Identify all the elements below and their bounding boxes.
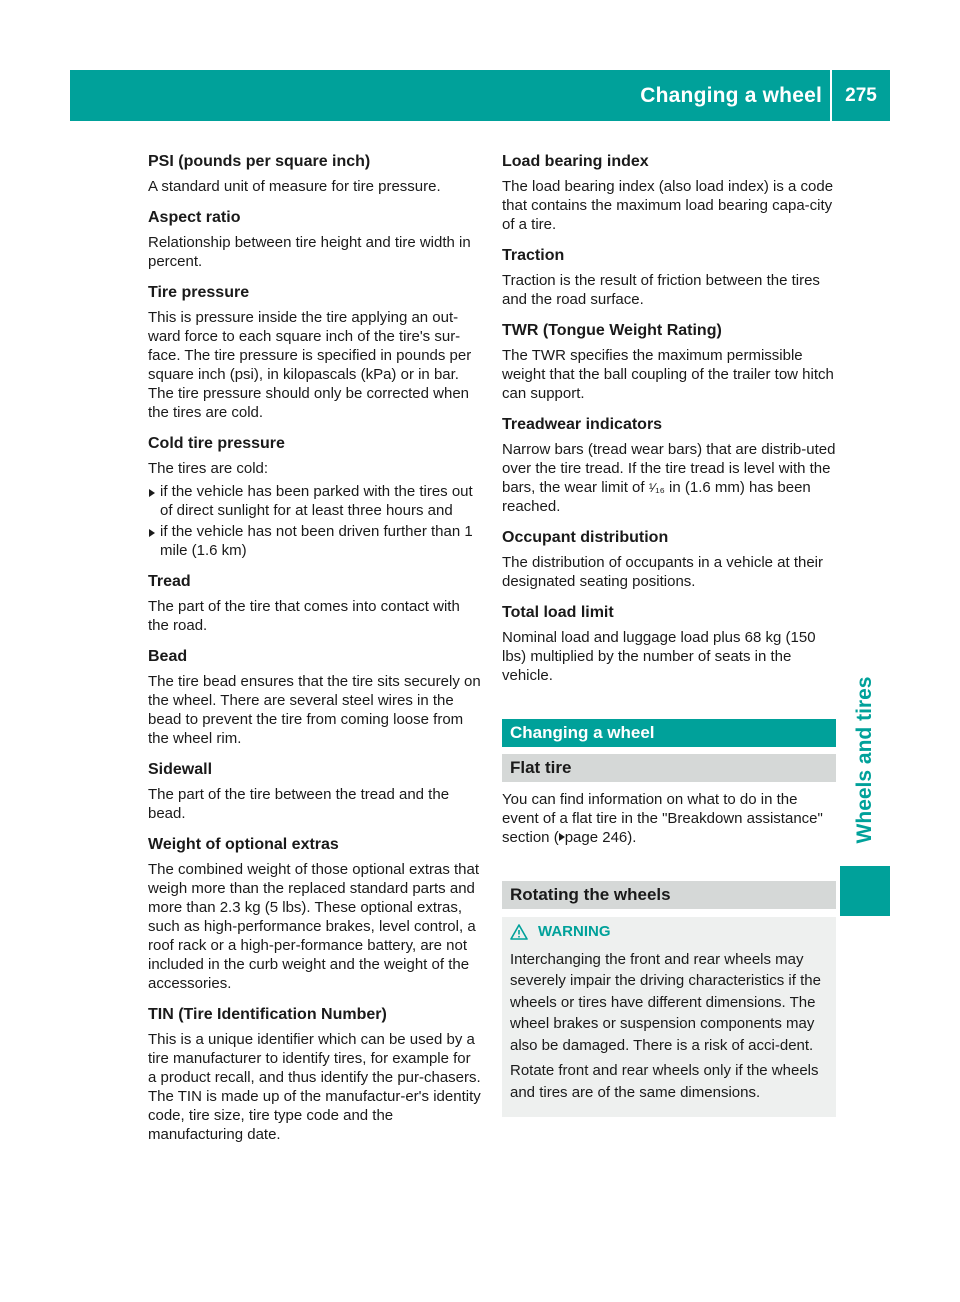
term-heading: PSI (pounds per square inch) — [148, 153, 371, 170]
term-definition: Relationship between tire height and tire width in percent. — [148, 234, 471, 270]
term-heading: Weight of optional extras — [148, 836, 339, 853]
term-definition: The tires are cold: — [148, 460, 269, 477]
warning-text: Rotate front and rear wheels only if the wheels and tires are of the same dimensions. — [510, 1062, 819, 1101]
term-heading: Aspect ratio — [148, 209, 241, 226]
definition-text: Narrow bars (tread wear bars) that are distrib-uted over the tire tread. If the tire tread is level with the bars, the wear limit of — [502, 441, 836, 496]
side-tab-marker — [840, 866, 890, 916]
term-heading: Traction — [502, 247, 565, 264]
term-heading: Cold tire pressure — [148, 435, 285, 452]
term-definition: The part of the tire between the tread and the bead. — [148, 786, 450, 822]
term-definition: The load bearing index (also load index) is a code that contains the maximum load bearing capa-city of a tire. — [502, 178, 834, 233]
term-definition: Nominal load and luggage load plus 68 kg (150 lbs) multiplied by the number of seats in the vehicle. — [502, 629, 816, 684]
list-item: if the vehicle has been parked with the tires out of direct sunlight for at least three hours and — [148, 482, 482, 520]
term-heading: Tread — [148, 573, 191, 590]
term-definition: This is pressure inside the tire applying an out-ward force to each square inch of the tire's sur-face. The tire pressure is specified in pounds per square inch (psi), in kilopascals (kPa) or in bar. The tire pressure should only be corrected when the tires are cold. — [148, 309, 472, 421]
subsection-heading: Rotating the wheels — [502, 881, 836, 909]
term-definition: Traction is the result of friction between the tires and the road surface. — [502, 272, 820, 308]
definition-text: ). — [627, 829, 637, 846]
page-number: 275 — [845, 85, 877, 106]
side-tab[interactable] — [840, 665, 890, 855]
term-definition: The tire bead ensures that the tire sits securely on the wheel. There are several steel wires in the bead to prevent the tire from coming loose from the wheel rim. — [148, 673, 481, 747]
term-heading: TIN (Tire Identification Number) — [148, 1006, 387, 1023]
term-definition: The TWR specifies the maximum permissible weight that the ball coupling of the trailer tow hitch can support. — [502, 347, 834, 402]
term-definition — [502, 440, 836, 516]
subsection-heading: Flat tire — [502, 754, 836, 782]
warning-box — [502, 917, 836, 1117]
page-header — [70, 70, 890, 121]
fraction: ¹⁄₁₆ — [648, 480, 665, 495]
term-heading: Bead — [148, 648, 188, 665]
side-tab-label: Wheels and tires — [853, 676, 876, 844]
term-heading: TWR (Tongue Weight Rating) — [502, 322, 722, 339]
term-heading: Sidewall — [148, 761, 213, 778]
term-heading: Total load limit — [502, 604, 614, 621]
term-definition: The part of the tire that comes into contact with the road. — [148, 598, 460, 634]
warning-header — [510, 921, 828, 943]
term-definition: The distribution of occupants in a vehicle at their designated seating positions. — [502, 554, 824, 590]
warning-triangle-icon — [510, 924, 528, 940]
term-heading: Occupant distribution — [502, 529, 669, 546]
term-heading: Load bearing index — [502, 153, 649, 170]
page-reference-link[interactable]: page 246 — [564, 829, 628, 846]
term-definition: The combined weight of those optional extras that weigh more than the replaced standard parts and more than 2.3 kg (5 lbs). These optional extras, such as high-performance brakes, level control, a roof rack or a high-per-formance battery, are not included in the curb weight and the weight of the accessories. — [148, 861, 480, 992]
definition-text: You can find information on what to do in the event of a flat tire in the "Breakdown assistance" section ( — [502, 791, 823, 846]
definition-text: in (1.6 mm) has been reached. — [502, 479, 811, 515]
warning-text: Interchanging the front and rear wheels may severely impair the driving characteristics if the wheels or tires have different dimensions. The wheel brakes or suspension components may also be damaged. There is a risk of acci-dent. — [510, 950, 821, 1054]
list-item: if the vehicle has not been driven further than 1 mile (1.6 km) — [148, 522, 482, 560]
header-title: Changing a wheel — [640, 84, 822, 107]
term-definition: This is a unique identifier which can be used by a tire manufacturer to identify tires, for example for a product recall, and thus identify the pur-chasers. The TIN is made up of the manufactur-er's identity code, tire size, tire type code and the manufacturing date. — [148, 1031, 481, 1143]
section-heading: Changing a wheel — [502, 719, 836, 747]
term-heading: Tire pressure — [148, 284, 250, 301]
warning-label: WARNING — [538, 923, 611, 940]
left-column — [148, 152, 482, 1156]
term-definition: A standard unit of measure for tire pressure. — [148, 178, 441, 195]
term-heading: Treadwear indicators — [502, 416, 663, 433]
flat-tire-text — [502, 790, 836, 847]
right-column — [502, 152, 836, 1117]
bullet-list — [148, 482, 482, 560]
